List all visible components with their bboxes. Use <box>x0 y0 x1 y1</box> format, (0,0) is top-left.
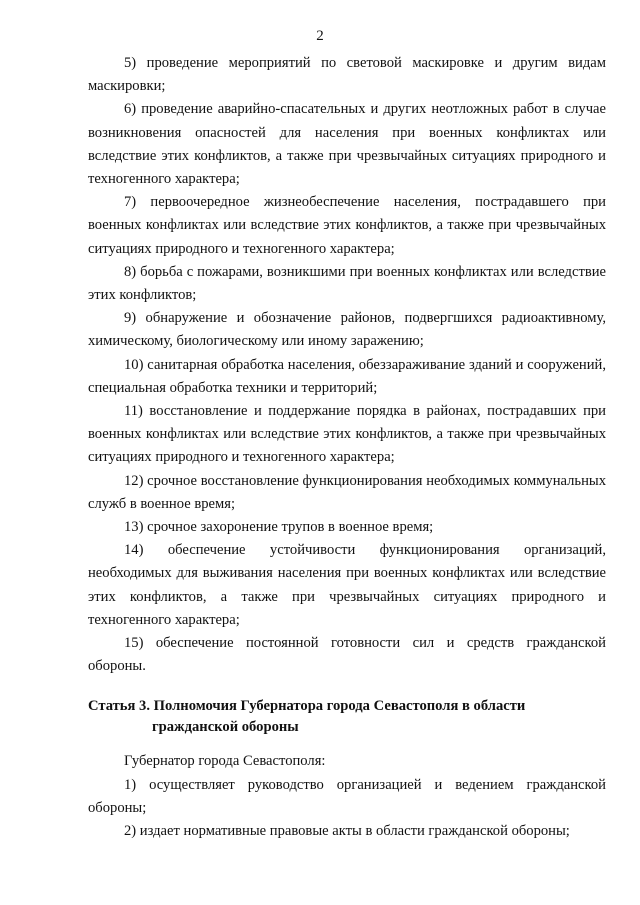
list-item: 12) срочное восстановление функционирования необходимых коммунальных служб в военное время; <box>88 472 606 512</box>
list-item: 11) восстановление и поддержание порядка в районах, пострадавших при военных конфликтах или вследствие этих конфликтов, а также при чрезвычайных ситуациях природного и техногенного характера; <box>88 403 606 466</box>
list-item: 8) борьба с пожарами, возникшими при военных конфликтах или вследствие этих конфликтов; <box>88 263 606 304</box>
list-item: 10) санитарная обработка населения, обеззараживание зданий и сооружений, специальная обработка техники и территорий; <box>88 356 606 396</box>
list-item: 15) обеспечение постоянной готовности сил и средств гражданской обороны. <box>88 635 606 675</box>
list-item: 1) осуществляет руководство организацией и ведением гражданской обороны; <box>88 776 606 816</box>
list-item: 6) проведение аварийно-спасательных и других неотложных работ в случае возникновения опасностей для населения при военных конфликтах или вследствие этих конфликтов, а также при чрезвычайных ситуациях природного и техногенного характера; <box>88 101 606 188</box>
article-intro: Губернатор города Севастополя: <box>124 753 326 770</box>
page-number: 2 <box>316 28 324 44</box>
list-item: 5) проведение мероприятий по световой маскировке и другим видам маскировки; <box>88 55 606 95</box>
document-body <box>88 52 606 843</box>
list-item: 14) обеспечение устойчивости функционирования организаций, необходимых для выживания населения при военных конфликтах или вследствие этих конфликтов, а также при чрезвычайных ситуациях природного и техногенного характера; <box>88 542 606 628</box>
list-item: 2) издает нормативные правовые акты в области гражданской обороны; <box>124 823 570 840</box>
list-item: 13) срочное захоронение трупов в военное время; <box>124 519 434 536</box>
article-heading: Статья 3. Полномочия Губернатора города Севастополя в области гражданской обороны <box>88 698 526 736</box>
list-item: 7) первоочередное жизнеобеспечение населения, пострадавшего при военных конфликтах или вследствие этих конфликтов, а также при чрезвычайных ситуациях природного и техногенного характера; <box>88 194 606 257</box>
list-item: 9) обнаружение и обозначение районов, подвергшихся радиоактивному, химическому, биологическому или иному заражению; <box>88 310 606 350</box>
